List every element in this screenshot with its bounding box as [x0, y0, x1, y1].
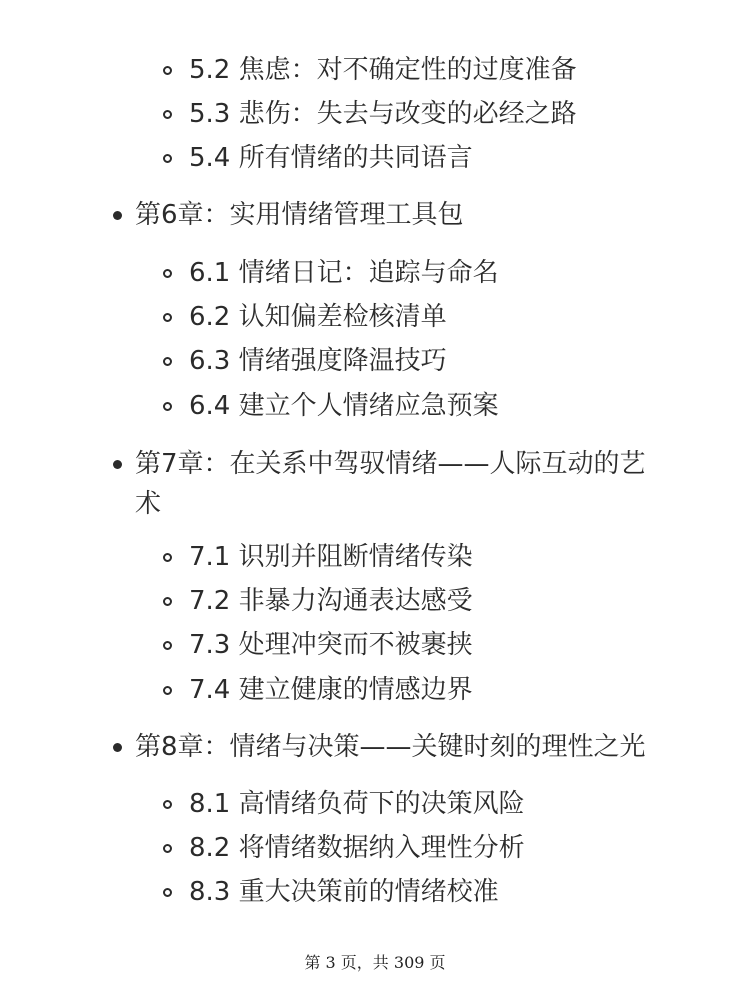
toc-subitem-8-2[interactable]: 8.2 将情绪数据纳入理性分析 [189, 833, 525, 863]
circle-bullet-icon [163, 800, 172, 809]
toc-subitem-8-1[interactable]: 8.1 高情绪负荷下的决策风险 [189, 789, 525, 819]
circle-bullet-icon [163, 66, 172, 75]
toc-subitem-7-2[interactable]: 7.2 非暴力沟通表达感受 [189, 586, 473, 616]
disc-bullet-icon [113, 460, 122, 469]
circle-bullet-icon [163, 313, 172, 322]
toc-subitem-7-1[interactable]: 7.1 识别并阻断情绪传染 [189, 542, 473, 572]
circle-bullet-icon [163, 597, 172, 606]
circle-bullet-icon [163, 154, 172, 163]
page-number-footer: 第 3 页，共 309 页 [304, 953, 446, 972]
circle-bullet-icon [163, 686, 172, 695]
toc-chapter-6[interactable]: 第6章：实用情绪管理工具包 [135, 200, 464, 230]
circle-bullet-icon [163, 888, 172, 897]
toc-subitem-8-3[interactable]: 8.3 重大决策前的情绪校准 [189, 877, 499, 907]
disc-bullet-icon [113, 743, 122, 752]
toc-chapter-7[interactable]: 第7章：在关系中驾驭情绪——人际互动的艺术 [135, 449, 646, 519]
circle-bullet-icon [163, 553, 172, 562]
toc-subitem-6-2[interactable]: 6.2 认知偏差检核清单 [189, 302, 447, 332]
disc-bullet-icon [113, 211, 122, 220]
circle-bullet-icon [163, 844, 172, 853]
circle-bullet-icon [163, 357, 172, 366]
circle-bullet-icon [163, 641, 172, 650]
toc-subitem-5-4[interactable]: 5.4 所有情绪的共同语言 [189, 143, 473, 173]
toc-subitem-6-1[interactable]: 6.1 情绪日记：追踪与命名 [189, 258, 499, 288]
circle-bullet-icon [163, 110, 172, 119]
toc-chapter-8[interactable]: 第8章：情绪与决策——关键时刻的理性之光 [135, 732, 646, 762]
toc-subitem-5-3[interactable]: 5.3 悲伤：失去与改变的必经之路 [189, 99, 577, 129]
toc-subitem-7-4[interactable]: 7.4 建立健康的情感边界 [189, 675, 473, 705]
circle-bullet-icon [163, 402, 172, 411]
circle-bullet-icon [163, 269, 172, 278]
toc-subitem-6-4[interactable]: 6.4 建立个人情绪应急预案 [189, 391, 499, 421]
toc-subitem-5-2[interactable]: 5.2 焦虑：对不确定性的过度准备 [189, 55, 577, 85]
toc-subitem-7-3[interactable]: 7.3 处理冲突而不被裹挟 [189, 630, 473, 660]
toc-subitem-6-3[interactable]: 6.3 情绪强度降温技巧 [189, 346, 447, 376]
